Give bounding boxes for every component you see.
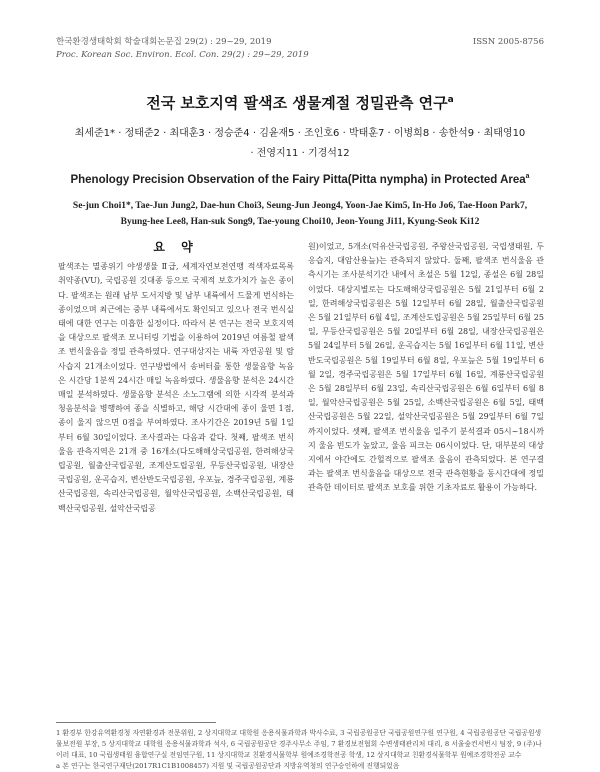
- authors-korean-line-2: · 전영지11 · 기경석12: [250, 148, 350, 159]
- journal-ko: 한국환경생태학회 학술대회논문집 29(2) : 29~29, 2019: [56, 37, 272, 47]
- journal-en: Proc. Korean Soc. Environ. Ecol. Con. 29(2) : 29~29, 2019: [56, 50, 309, 60]
- affiliations-footnote: 1 환경부 한강유역환경청 자연환경과 전문위원, 2 상지대학교 대학원 응용식물과학과 박사수료, 3 국립공원공단 국립공원연구원 연구원, 4 국립공원공단 국립공원생물보전원 부장, 5 상지대학교 대학원 응용식물과학과 석사, 6 국립공원공단 경주사무소 주임, 7 환경보전협회 수변생태관리처 대리, 8 서울숲컨서번시 팀장, 9 (주)나이러 대표, 10 국립생태원 융합연구실 전임연구원, 11 상지대학교 친환경식물학부 원예조경학전공 학생, 12 상지대학교 친환경식물학부 원예조경학전공 교수: [56, 729, 542, 759]
- authors-english-line-2: Byung-hee Lee8, Han-suk Song9, Tae-young Choi10, Jeon-Young Ji11, Kyung-Seok Ki12: [120, 217, 480, 227]
- footnotes: [56, 728, 544, 772]
- authors-english: [55, 198, 545, 230]
- funding-footnote: a 본 연구는 한국연구재단(2017R1C1B1008457) 지원 및 국립공원공단과 지방유역청의 연구승인하에 진행되었음: [56, 762, 400, 770]
- authors-english-line-1: Se-jun Choi1*, Tae-Jun Jung2, Dae-hun Choi3, Seung-Jun Jeong4, Yoon-Jae Kim5, In-Ho Jo6, Tae-Hoon Park7,: [72, 201, 528, 211]
- abstract-text-left: 팔색조는 멸종위기 야생생물 Ⅱ급, 세계자연보전연맹 적색자료목록 취약종(VU), 국립공원 깃대종 등으로 국제적 보호가치가 높은 종이다. 팔색조는 원래 남부 도서지방 및 남부 내륙에서 드물게 번식하는 종이었으며 최근에는 중부 내륙에서도 확인되고 있으나 전국 번식실태에 대한 연구는 미흡한 실정이다. 따라서 본 연구는 전국 보호지역을 대상으로 팔색조 모니터링 기법을 이용하여 2019년 여름철 팔색조 번식울음을 정밀 관측하였다. 연구대상지는 내륙 자연공원 및 람사습지 21개소이었다. 연구방법에서 송버터를 통한 생물음향 녹음은 시간당 1분씩 24시간 매일 녹음하였다. 생물음향 분석은 24시간 매일 분석하였다. 생물음향 분석은 소노그램에 의한 시각적 분석과 청음분석을 병행하여 종을 식별하고, 해당 시간대에 종이 울면 1점, 종이 울지 않으면 0점을 부여하였다. 조사기간은 2019년 5월 1일부터 6월 30일이었다. 조사결과는 다음과 같다. 첫째, 팔색조 번식울음 관측지역은 21개 중 16개소(다도해해상국립공원, 한려해상국립공원, 월출산국립공원, 조계산도립공원, 무등산국립공원, 내장산국립공원, 운곡습지, 변산반도국립공원, 우포늪, 경주국립공원, 계룡산국립공원, 속리산국립공원, 월악산국립공원, 소백산국립공원, 태백산국립공원, 설악산국립공: [58, 262, 294, 513]
- funding-mark-en: a: [525, 173, 530, 181]
- issn: ISSN 2005-8756: [472, 37, 544, 47]
- authors-korean: [60, 124, 540, 164]
- paper-title-korean: 전국 보호지역 팔색조 생물계절 정밀관측 연구$^a$: [146, 94, 454, 112]
- abstract-left-column: [58, 240, 294, 660]
- funding-mark: a: [447, 95, 454, 105]
- footnote-divider: [56, 722, 216, 723]
- running-header: [56, 36, 544, 62]
- abstract-heading: 요 약: [153, 240, 199, 254]
- abstract-text-right: 원)이었고, 5개소(덕유산국립공원, 주왕산국립공원, 국립생태원, 두응습지, 대암산용늪)는 관측되지 않았다. 둘째, 팔색조 번식울음 관측시기는 조사분석기간 내에서 초설은 5월 12일, 종설은 6월 28일이었다. 대상지별로는 다도해해상국립공원은 5월 21일부터 6월 2일, 한려해상국립공원은 5월 12일부터 6월 28일, 월출산국립공원은 5월 21일부터 6월 4일, 조계산도립공원은 5월 25일부터 6월 25일, 무등산국립공원은 5월 20일부터 6월 28일, 내장산국립공원은 5월 24일부터 5월 26일, 운곡습지는 5월 16일부터 6월 11일, 변산반도국립공원은 5월 19일부터 6월 8일, 우포늪은 5월 19일부터 6월 2일, 경주국립공원은 5월 17일부터 6월 16일, 계룡산국립공원은 5월 28일부터 6월 23일, 속리산국립공원은 6월 6일부터 6월 8일, 월악산국립공원은 5월 25일, 소백산국립공원은 6월 5일, 태백산국립공원은 5월 22일, 설악산국립공원은 5월 29일부터 6월 7일까지이었다. 셋째, 팔색조 번식울음 일주기 분석결과 05시~18시까지 울음 빈도가 높았고, 울음 피크는 06시이었다. 단, 대부분의 대상지에서 야간에도 간헐적으로 팔색조 울음이 관측되었다. 본 연구결과는 팔색조 번식울음을 대상으로 전국 관측현황을 동시간대에 정밀관측한 데이터로 팔색조 보호를 위한 기초자료로 활용이 가능하다.: [308, 242, 544, 493]
- authors-korean-line-1: 최세준1* · 정태준2 · 최대훈3 · 정승준4 · 김윤재5 · 조인호6 · 박태훈7 · 이병희8 · 송한석9 · 최태영10: [74, 128, 526, 139]
- abstract-right-column: [308, 240, 544, 660]
- abstract-body: [58, 240, 544, 660]
- paper-title-english: Phenology Precision Observation of the Fairy Pitta(Pitta nympha) in Protected Area$^a$: [70, 173, 530, 186]
